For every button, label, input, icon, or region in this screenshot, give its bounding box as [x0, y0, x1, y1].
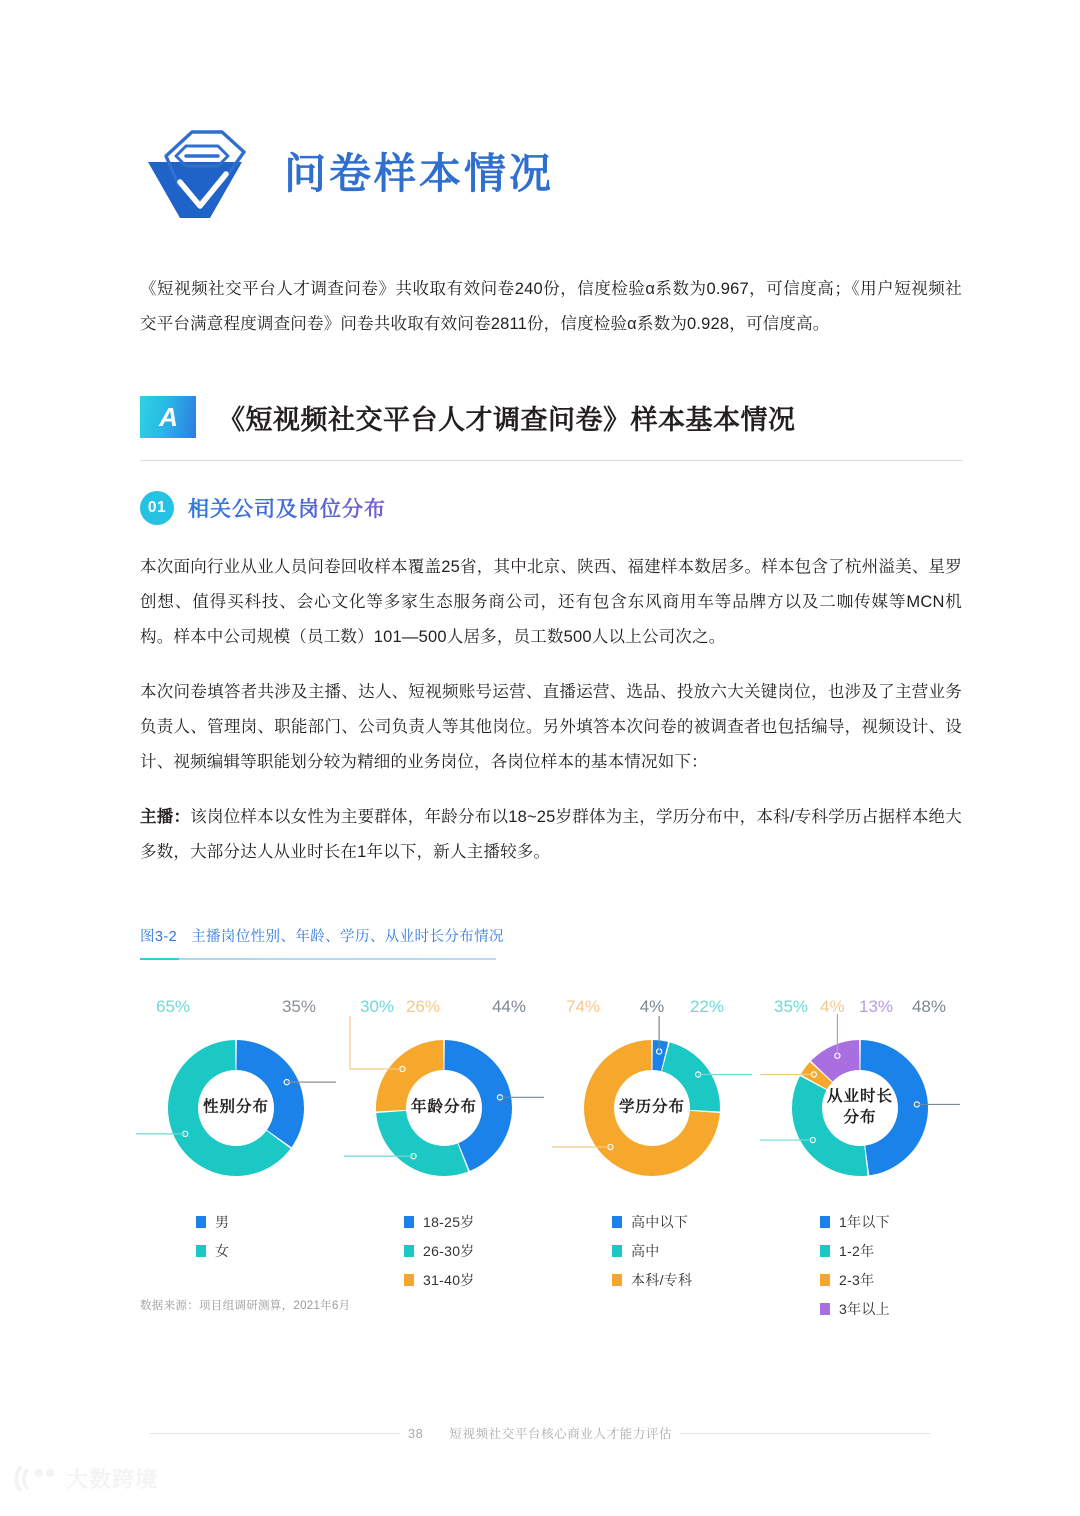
section-badge-letter: A — [159, 402, 177, 432]
figure-caption-rule — [140, 958, 496, 960]
section-a-header — [140, 396, 962, 461]
legend-label: 18-25岁 — [423, 1214, 475, 1230]
subsection-number-badge: 01 — [140, 491, 174, 525]
donut — [760, 990, 960, 1190]
figure-caption-text: 主播岗位性别、年龄、学历、从业时长分布情况 — [191, 929, 504, 945]
page-header — [140, 126, 554, 222]
figure-number: 图3-2 — [140, 929, 178, 945]
footer-page-number: 38 — [407, 1425, 424, 1441]
legend-item — [404, 1241, 475, 1261]
legend-swatch — [404, 1245, 414, 1257]
slice-percent-label: 13% — [858, 997, 894, 1016]
legend-item — [612, 1270, 692, 1290]
slice-percent-label: 35% — [774, 997, 809, 1016]
page-title: 问卷样本情况 — [284, 150, 555, 197]
legend — [136, 1212, 336, 1270]
legend-swatch — [612, 1245, 622, 1257]
legend-item — [612, 1241, 660, 1261]
legend-item — [404, 1270, 475, 1290]
body-paragraph-1: 本次面向行业从业人员问卷回收样本覆盖25省，其中北京、陕西、福建样本数居多。样本包含了杭州溢美、星罗创想、值得买科技、会心文化等多家生态服务商公司，还有包含东风商用车等品牌方以及二咖传媒等MCN机构。样本中公司规模（员工数）101—500人居多，员工数500人以上公司次之。 — [140, 558, 962, 646]
legend-swatch — [404, 1274, 414, 1286]
footer-rule-right — [680, 1433, 930, 1434]
legend — [552, 1212, 752, 1299]
donut-center-title: 学历分布 — [618, 1098, 685, 1116]
legend-label: 2-3年 — [839, 1272, 875, 1288]
slice-percent-label: 26% — [406, 997, 441, 1016]
slice-percent-label: 22% — [689, 997, 724, 1016]
legend-label: 3年以上 — [839, 1301, 890, 1317]
figure-caption — [140, 925, 504, 960]
legend-item — [404, 1212, 475, 1232]
subsection-01-header — [140, 491, 386, 525]
data-source-note: 数据来源：项目组调研测算，2021年6月 — [140, 1300, 351, 1312]
donut-slice — [376, 1111, 468, 1176]
legend-label: 1年以下 — [839, 1214, 890, 1230]
legend-label: 女 — [215, 1243, 230, 1259]
donut — [344, 990, 544, 1190]
donut-title-line: 分布 — [843, 1109, 877, 1126]
legend-item — [820, 1270, 874, 1290]
slice-percent-label: 35% — [281, 997, 316, 1016]
legend-swatch — [612, 1216, 622, 1228]
legend-swatch — [820, 1216, 830, 1228]
footer-document-title: 短视频社交平台核心商业人才能力评估 — [449, 1427, 673, 1441]
donut-chart-3 — [552, 990, 752, 1299]
legend — [344, 1212, 544, 1299]
section-a-title: 《短视频社交平台人才调查问卷》样本基本情况 — [218, 404, 796, 435]
slice-percent-label: 4% — [639, 997, 665, 1016]
donut-center-title: 年龄分布 — [410, 1098, 477, 1116]
legend-label: 高中以下 — [631, 1214, 689, 1230]
leader-line — [350, 1016, 402, 1069]
legend — [760, 1212, 960, 1328]
legend-item — [196, 1241, 229, 1261]
slice-percent-label: 4% — [820, 997, 845, 1016]
donut-chart-1 — [136, 990, 336, 1270]
slice-percent-label: 48% — [911, 997, 946, 1016]
legend-swatch — [196, 1245, 206, 1257]
legend-item — [612, 1212, 688, 1232]
legend-swatch — [404, 1216, 414, 1228]
watermark — [14, 1463, 158, 1494]
donut-chart-group — [136, 990, 960, 1328]
slice-percent-label: 65% — [156, 997, 191, 1016]
body-paragraph-3 — [140, 800, 962, 870]
legend-label: 1-2年 — [839, 1243, 875, 1259]
donut-slice — [376, 1040, 444, 1111]
watermark-logo-icon — [14, 1464, 58, 1494]
legend-swatch — [820, 1245, 830, 1257]
legend-label: 本科/专科 — [631, 1272, 693, 1288]
slice-percent-label: 74% — [566, 997, 601, 1016]
legend-swatch — [820, 1274, 830, 1286]
donut — [136, 990, 336, 1190]
legend-swatch — [196, 1216, 206, 1228]
legend-label: 31-40岁 — [423, 1272, 475, 1288]
legend-swatch — [820, 1303, 830, 1315]
legend-item — [820, 1212, 890, 1232]
donut — [552, 990, 752, 1190]
legend-label: 高中 — [631, 1243, 660, 1259]
legend-item — [820, 1241, 874, 1261]
legend-item — [196, 1212, 229, 1232]
page-footer — [0, 1424, 1080, 1442]
footer-rule-left — [150, 1433, 400, 1434]
watermark-text: 大数跨境 — [66, 1467, 159, 1492]
donut-slice — [792, 1076, 868, 1176]
body-paragraph-3-text: 该岗位样本以女性为主要群体，年龄分布以18~25岁群体为主，学历分布中，本科/专科学历占据样本绝大多数，大部分达人从业时长在1年以下，新人主播较多。 — [140, 808, 962, 861]
donut-slice — [236, 1040, 304, 1147]
legend-swatch — [612, 1274, 622, 1286]
intro-paragraph: 《短视频社交平台人才调查问卷》共收取有效问卷240份，信度检验α系数为0.967，可信度高；《用户短视频社交平台满意程度调查问卷》问卷共收取有效问卷2811份，信度检验α系数为0.928，可信度高。 — [140, 280, 962, 333]
donut-title-line: 从业时长 — [826, 1088, 893, 1106]
legend-label: 26-30岁 — [423, 1243, 475, 1259]
funnel-check-icon — [140, 126, 250, 222]
section-badge-a — [140, 396, 196, 438]
donut-chart-4 — [760, 990, 960, 1328]
section-divider — [140, 460, 962, 461]
donut-center-title: 性别分布 — [202, 1098, 269, 1116]
subsection-01-title: 相关公司及岗位分布 — [188, 493, 386, 523]
body-paragraph-3-label: 主播： — [140, 808, 191, 826]
legend-item — [820, 1299, 890, 1319]
donut-slice — [860, 1040, 928, 1175]
legend-label: 男 — [215, 1214, 230, 1230]
donut-chart-2 — [344, 990, 544, 1299]
slice-percent-label: 44% — [491, 997, 526, 1016]
body-paragraph-2: 本次问卷填答者共涉及主播、达人、短视频账号运营、直播运营、选品、投放六大关键岗位，也涉及了主营业务负责人、管理岗、职能部门、公司负责人等其他岗位。另外填答本次问卷的被调查者也包括编导，视频设计、设计、视频编辑等职能划分较为精细的业务岗位，各岗位样本的基本情况如下： — [140, 683, 962, 771]
donut-slice — [662, 1042, 720, 1111]
slice-percent-label: 30% — [360, 997, 395, 1016]
